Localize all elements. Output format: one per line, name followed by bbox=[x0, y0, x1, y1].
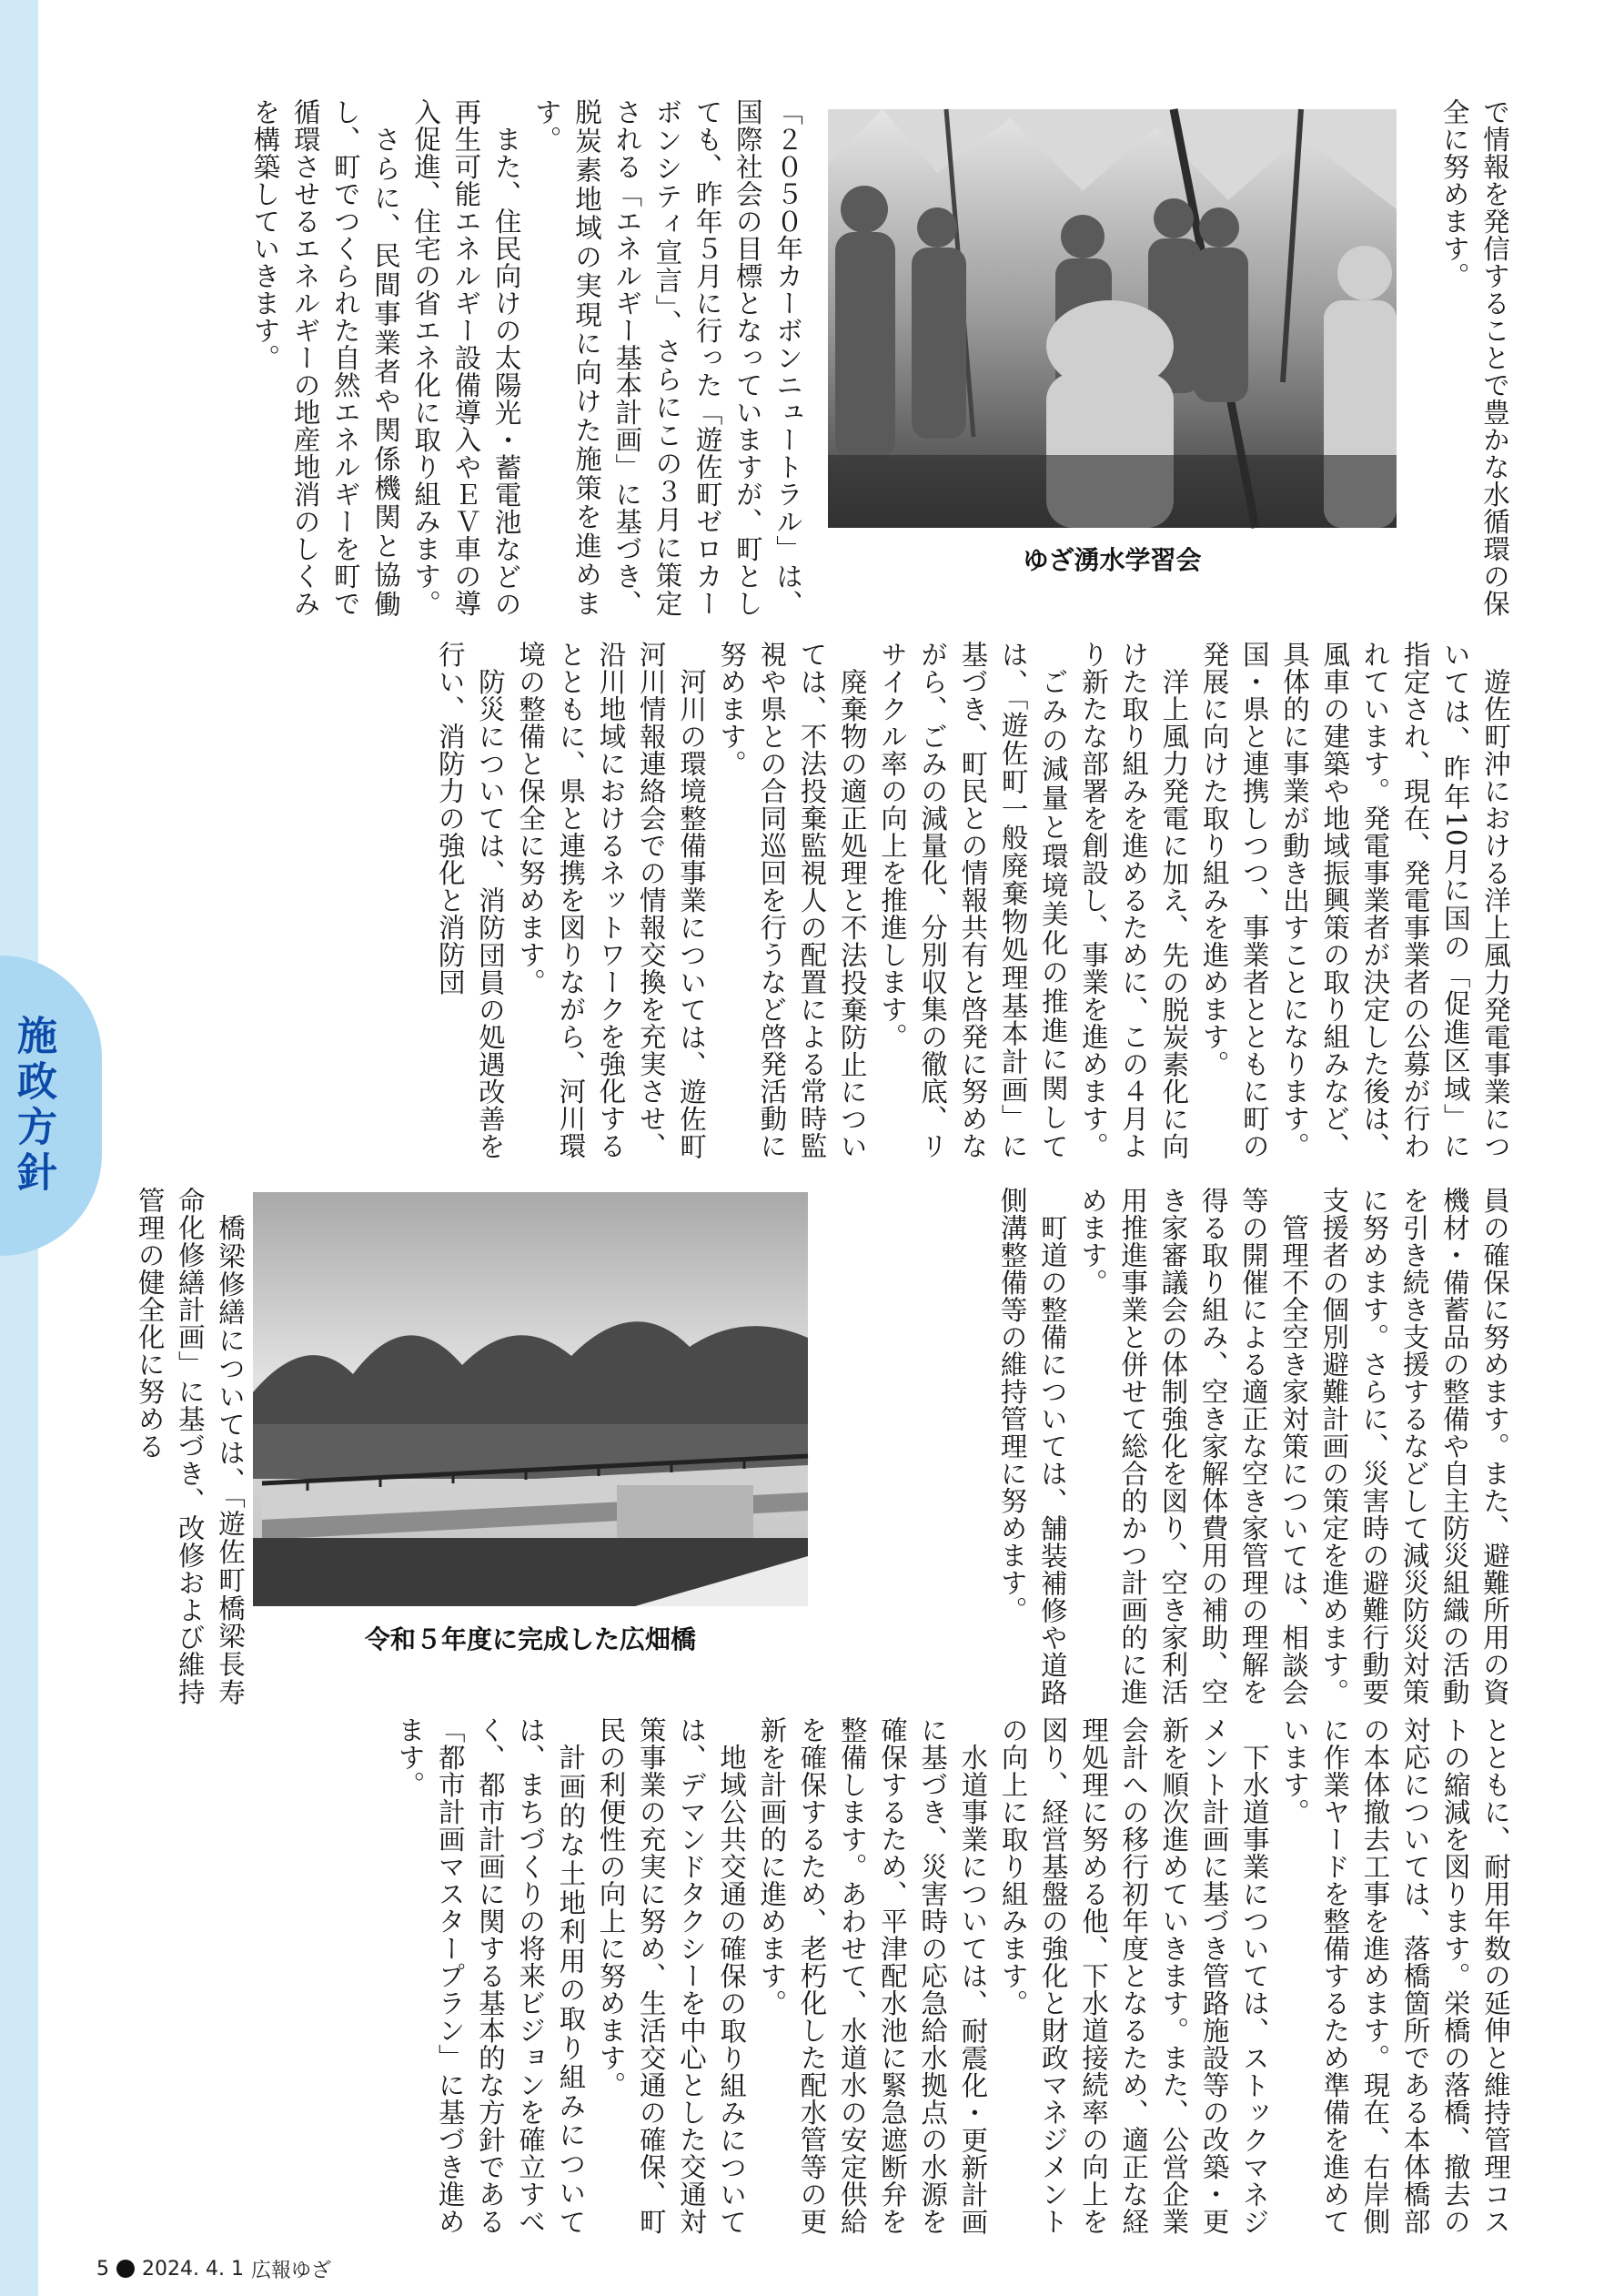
photo-hirohata-bridge bbox=[253, 1192, 808, 1606]
paragraph: で情報を発信することで豊かな水循環の保全に努めます。 bbox=[1438, 98, 1510, 617]
caption-photo-top: ゆざ湧水学習会 bbox=[1023, 545, 1202, 575]
section-label: 施政方針 bbox=[10, 1015, 56, 1197]
paragraph: 橋梁修繕については、「遊佐町橋梁長寿命化修繕計画」に基づき、改修および維持管理の健全化に努める bbox=[134, 1187, 246, 1705]
paragraph: 遊佐町沖における洋上風力発電事業については、昨年10月に国の「促進区域」に指定され、現在、発電事業者の公募が行われています。発電事業者が決定した後は、風車の建築や地域振興策の取り組みなど、具体的に事業が動き出すことになります。国・県と連携しつつ、事業者とともに町の発展に向けた取り組みを進めます。 bbox=[1198, 641, 1511, 1159]
column-top-right bbox=[1424, 98, 1515, 617]
photo-yuza-spring-study bbox=[828, 109, 1397, 528]
paragraph: とともに、耐用年数の延伸と維持管理コストの縮減を図ります。栄橋の落橋、撤去の対応については、落橋箇所である本体橋部の本体撤去工事を進めます。現在、右岸側に作業ヤードを整備するため準備を進めています。 bbox=[1278, 1716, 1511, 2235]
column-lower-right bbox=[823, 1187, 1515, 1705]
caption-photo-bridge: 令和５年度に完成した広畑橋 bbox=[364, 1624, 696, 1654]
filled-circle-icon bbox=[116, 2260, 135, 2278]
paragraph: 洋上風力発電に加え、先の脱炭素化に向けた取り組みを進めるために、この４月より新たな部署を創設し、事業を進めます。 bbox=[1077, 641, 1190, 1159]
paragraph: 「２０５０年カーボンニュートラル」は、国際社会の目標となっていますが、町としても、昨年５月に行った「遊佐町ゼロカーボンシティ宣言」、さらにこの３月に策定される「エネルギー基本計画」に基づき、脱炭素地域の実現に向けた施策を進めます。 bbox=[530, 98, 803, 618]
paragraph: 下水道事業については、ストックマネジメント計画に基づき管路施設等の改築・更新を順次進めていきます。また、公営企業会計への移行初年度となるため、適正な経理処理に努める他、下水道接続率の向上を図り、経営基盤の強化と財政マネジメントの向上に取り組みます。 bbox=[997, 1716, 1270, 2235]
paragraph: 防災については、消防団員の処遇改善を行い、消防力の強化と消防団 bbox=[434, 641, 506, 1159]
column-top-left bbox=[116, 98, 808, 617]
paragraph: 管理不全空き家対策については、相談会等の開催による適正な空き家管理の理解を得る取り組み、空き家解体費用の補助、空き家審議会の体制強化を図り、空き家利活用推進事業と併せて総合的かつ計画的に進めます。 bbox=[1076, 1187, 1309, 1705]
paragraph: 地域公共交通の確保の取り組みについては、デマンドタクシーを中心とした交通対策事業の充実に努め、生活交通の確保、町民の利便性の向上に努めます。 bbox=[595, 1716, 748, 2236]
paragraph: 河川の環境整備事業については、遊佐町河川情報連絡会での情報交換を充実させ、沿川地域におけるネットワークを強化するとともに、県と連携を図りながら、河川環境の整備と保全に努めます。 bbox=[515, 641, 707, 1159]
publication-name: 広報ゆざ bbox=[250, 2259, 331, 2282]
paragraph: 町道の整備については、舗装補修や道路側溝整備等の維持管理に努めます。 bbox=[996, 1187, 1068, 1705]
paragraph: 計画的な土地利用の取り組みについては、まちづくりの将来ビジョンを確立すべく、都市計画に関する基本的な方針である「都市計画マスタープラン」に基づき進めます。 bbox=[394, 1716, 587, 2235]
column-lower-left bbox=[134, 1187, 250, 1705]
paragraph: 員の確保に努めます。また、避難所用の資機材・備蓄品の整備や自主防災組織の活動を引き続き支援するなどして減災防災対策に努めます。さらに、災害時の避難行動要支援者の個別避難計画の策定を進めます。 bbox=[1318, 1187, 1510, 1705]
paragraph: また、住民向けの太陽光・蓄電池などの再生可能エネルギー設備導入やＥＶ車の導入促進、住宅の省エネ化に取り組みます。 bbox=[410, 98, 522, 617]
paragraph: 水道事業については、耐震化・更新計画に基づき、災害時の応急給水拠点の水源を確保するため、平津配水池に緊急遮断弁を整備します。あわせて、水道水の安定供給を確保するため、老朽化した配水管等の更新を計画的に進めます。 bbox=[756, 1716, 989, 2235]
page-footer bbox=[96, 2255, 331, 2282]
paragraph: さらに、民間事業者や関係機関と協働し、町でつくられた自然エネルギーを町で循環させるエネルギーの地産地消のしくみを構築していきます。 bbox=[249, 98, 401, 617]
bridge-photo bbox=[253, 1192, 808, 1606]
page-number: 5 bbox=[96, 2257, 109, 2281]
section-tab bbox=[0, 956, 102, 1256]
column-mid bbox=[116, 641, 1516, 1159]
forest-group-photo bbox=[828, 109, 1397, 528]
issue-date: 2024. 4. 1 bbox=[142, 2257, 244, 2281]
paragraph: 廃棄物の適正処理と不法投棄防止については、不法投棄監視人の配置による常時監視や県との合同巡回を行うなど啓発活動に努めます。 bbox=[716, 641, 868, 1159]
column-bottom bbox=[116, 1716, 1516, 2235]
paragraph: ごみの減量と環境美化の推進に関しては、「遊佐町一般廃棄物処理基本計画」に基づき、町民との情報共有と啓発に努めながら、ごみの減量化、分別収集の徹底、リサイクル率の向上を推進します。 bbox=[876, 641, 1069, 1159]
